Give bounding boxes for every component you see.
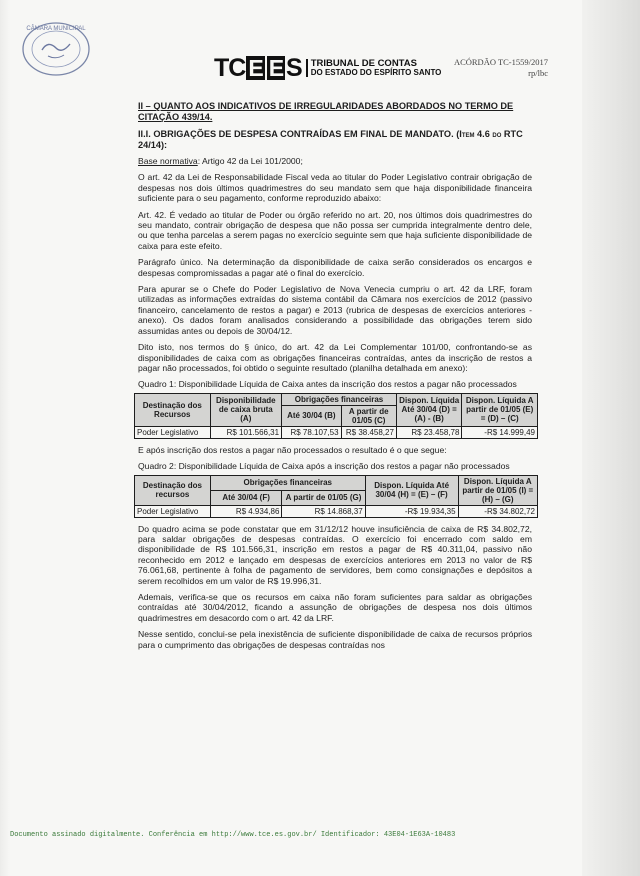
subsection-heading: II.I. OBRIGAÇÕES DE DESPESA CONTRAÍDAS EM FINAL DE MANDATO. (Item 4.6 do RTC 24/14): [138, 129, 523, 150]
paragraph-6: E após inscrição dos restos a pagar não processados o resultado é o que segue: [138, 444, 447, 455]
base-normativa: Base normativa: Artigo 42 da Lei 101/2000; [138, 156, 303, 166]
paragraph-9: Nesse sentido, conclui-se pela inexistência de suficiente disponibilidade de caixa de recursos próprios para o cumprimento das obrigações de despesas contraídas nos [138, 629, 532, 650]
table-row [135, 505, 538, 517]
t2-header-ate: Até 30/04 (F) [210, 490, 282, 505]
t2-header-displiq1: Dispon. Líquida Até 30/04 (H) = (E) – (F) [365, 475, 458, 505]
t1-header-disp: Disponibilidade de caixa bruta (A) [210, 393, 282, 426]
t1-header-apartir: A partir de 01/05 (C) [341, 405, 396, 426]
law-quote: Art. 42. É vedado ao titular de Poder ou órgão referido no art. 20, nos últimos dois quadrimestres do seu mandato, contrair obrigação de despesa que não possa ser cumprida integralmente dentro dele, ou que tenha parcelas a serem pagas no exercício seguinte sem que haja suficiente disponibilidade de caixa para este efeito. [138, 209, 532, 251]
chamber-stamp [20, 20, 92, 78]
t1-cell-apartir: R$ 38.458,27 [341, 426, 396, 438]
section-heading: II – QUANTO AOS INDICATIVOS DE IRREGULARIDADES ABORDADOS NO TERMO DE CITAÇÃO 439/14. [138, 101, 514, 122]
scan-left-edge [0, 0, 10, 876]
svg-text:CÂMARA MUNICIPAL: CÂMARA MUNICIPAL [26, 26, 86, 32]
t1-cell-ate: R$ 78.107,53 [282, 426, 341, 438]
t1-cell-e: -R$ 14.999,49 [462, 426, 538, 438]
paragraph-unique: Parágrafo único. Na determinação da disponibilidade de caixa serão considerados os encargos e despesas compromissadas a pagar até o final do exercício. [138, 257, 532, 278]
table-quadro-2 [134, 475, 538, 518]
paragraph-1: O art. 42 da Lei de Responsabilidade Fiscal veda ao titular do Poder Legislativo contrair obrigação de despesas nos dois últimos quadrimestres do seu mandato sem que haja disponibilidade financeira suficiente para o seu pagamento, conforme reproduzido abaixo: [138, 172, 532, 204]
t1-header-displiq1: Dispon. Líquida Até 30/04 (D) = (A) - (B) [396, 393, 461, 426]
t2-cell-i: -R$ 34.802,72 [458, 505, 537, 517]
t1-cell-d: R$ 23.458,78 [396, 426, 461, 438]
logo-letters: TC E E S [214, 54, 302, 82]
t2-cell-ate: R$ 4.934,86 [210, 505, 282, 517]
t2-header-dest: Destinação dos recursos [135, 475, 211, 505]
digital-signature-footer: Documento assinado digitalmente. Conferência em http://www.tce.es.gov.br/ Identificador: 43E04-1E63A-10483 [10, 831, 456, 839]
logo-text: TRIBUNAL DE CONTAS DO ESTADO DO ESPÍRITO SANTO [306, 59, 442, 77]
paragraph-8: Ademais, verifica-se que os recursos em caixa não foram suficientes para saldar as obrigações contraídas até 30/04/2012, ficando a assunção de obrigações de despesa nos dois últimos quadrimestres em desacordo com o art. 42 da LRF. [138, 591, 532, 623]
t1-header-ate: Até 30/04 (B) [282, 405, 341, 426]
paragraph-4: Para apurar se o Chefe do Poder Legislativo de Nova Venecia cumpriu o art. 42 da LRF, foram utilizadas as informações extraídas do sistema contábil da Câmara nos exercícios de 2012 (passivo financeiro, cancelamento de restos a pagar) e 2013 (rubrica de despesas de exercícios anteriores - anexo). Os dados foram analisados considerando a possibilidade das obrigações terem sido assumidas antes ou depois de 30/04/12. [138, 284, 532, 336]
t1-cell-disp: R$ 101.566,31 [210, 426, 282, 438]
t2-cell-dest: Poder Legislativo [135, 505, 211, 517]
paragraph-5: Dito isto, nos termos do § único, do art. 42 da Lei Complementar 101/00, confrontando-se as disponibilidades de caixa com as obrigações financeiras contraídas, antes da inscrição de restos a pagar não processados, foi obtido o seguinte resultado (planilha detalhada em anexo): [138, 342, 532, 373]
stamp-seal-icon [20, 20, 92, 78]
table-row [135, 426, 538, 438]
t1-header-displiq2: Dispon. Líquida A partir de 01/05 (E) = (D) – (C) [462, 393, 538, 426]
paragraph-7: Do quadro acima se pode constatar que em 31/12/12 houve insuficiência de caixa de R$ 34.802,72, para saldar obrigações de despesas contraídas. O exercício foi encerrado com saldo em disponibilidade de R$ 101.566,31, inscrição em restos a pagar de R$ 40.311,04, passivo não reconhecido em 2012 e lançado em despesas de exercícios anteriores em 2013 no valor de R$ 76.061,68, pertinente à folha de pagamento de servidores, bem como consignações e depósitos a serem recolhidos em um valor de R$ 19.996,31. [138, 523, 532, 586]
t2-header-displiq2: Dispon. Líquida A partir de 01/05 (I) = (H) – (G) [458, 475, 537, 505]
table-quadro-1 [134, 393, 538, 439]
t1-header-obrig: Obrigações financeiras [282, 393, 397, 405]
scan-page-shadow [582, 0, 640, 876]
table2-caption: Quadro 2: Disponibilidade Líquida de Caixa após a inscrição dos restos a pagar não processados [138, 461, 510, 472]
document-body [137, 101, 535, 656]
t2-cell-apartir: R$ 14.868,37 [282, 505, 365, 517]
tcees-logo [214, 54, 441, 82]
t1-header-dest: Destinação dos Recursos [135, 393, 211, 426]
table1-caption: Quadro 1: Disponibilidade Líquida de Caixa antes da inscrição dos restos a pagar não processados [138, 379, 517, 390]
acordao-reference: ACÓRDÃO TC-1559/2017 rp/lbc [453, 57, 548, 78]
t2-header-apartir: A partir de 01/05 (G) [282, 490, 365, 505]
t1-cell-dest: Poder Legislativo [135, 426, 211, 438]
t2-header-obrig: Obrigações financeiras [210, 475, 365, 490]
t2-cell-h: -R$ 19.934,35 [365, 505, 458, 517]
